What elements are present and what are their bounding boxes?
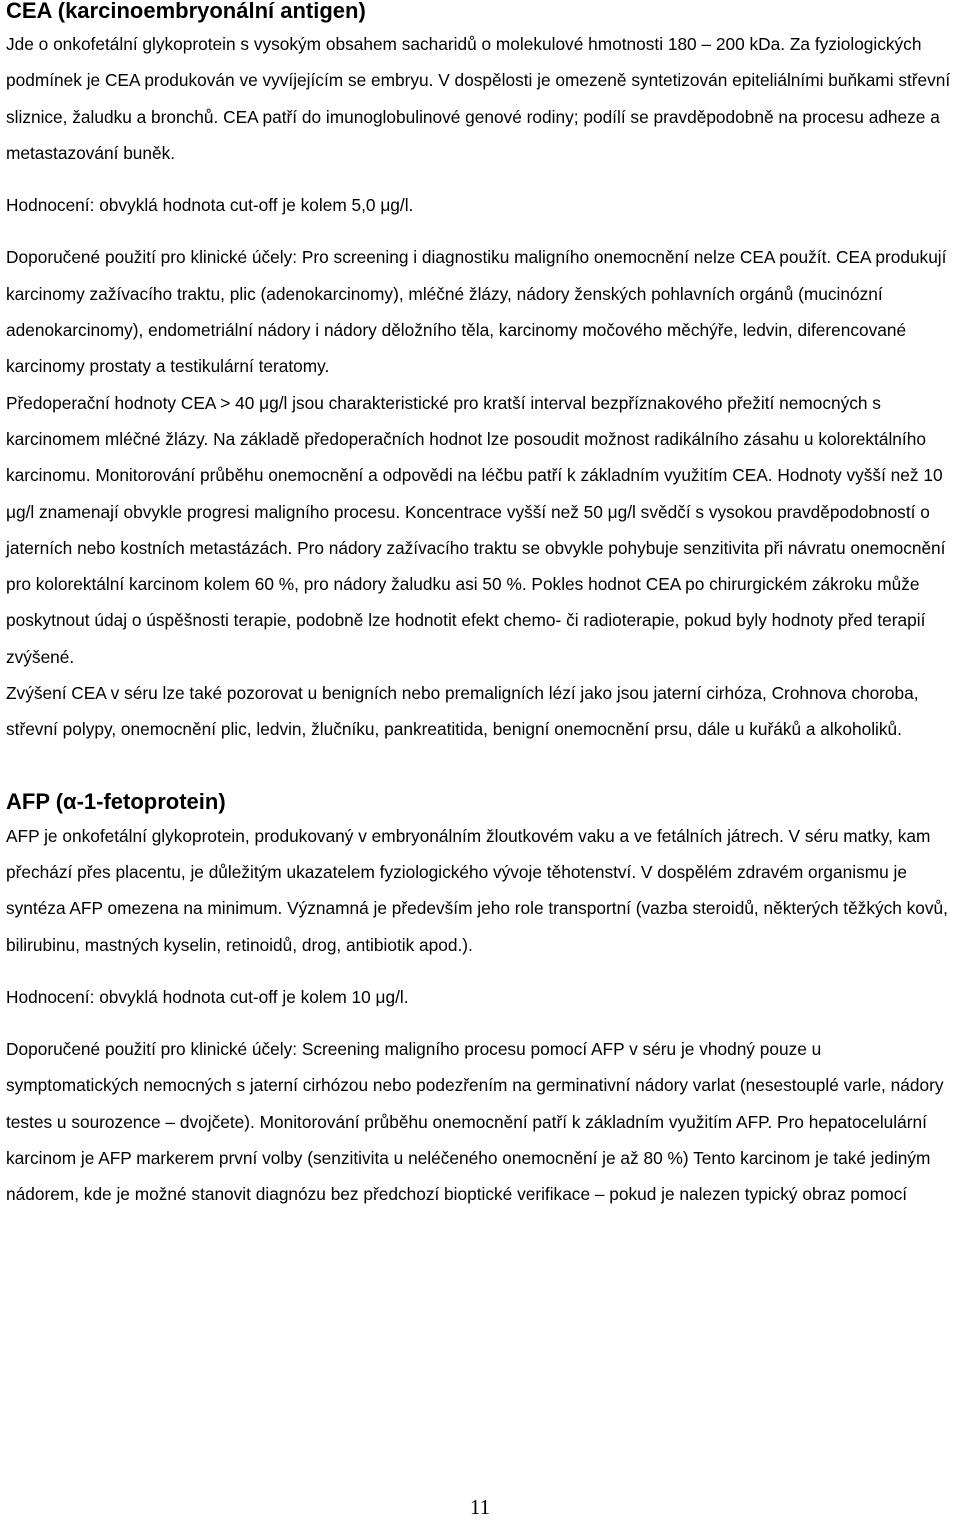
afp-evaluation-paragraph: Hodnocení: obvyklá hodnota cut-off je kolem 10 μg/l. xyxy=(6,986,409,1007)
cea-section xyxy=(6,0,956,748)
cea-intro-paragraph: Jde o onkofetální glykoprotein s vysokým obsahem sacharidů o molekulové hmotnosti 180 – 200 kDa. Za fyziologických podmínek je CEA produkován ve vyvíjejícím se embryu. V dospělosti je omezeně syntetizován epiteliálními buňkami střevní sliznice, žaludku a bronchů. CEA patří do imunoglobulinové genové rodiny; podílí se pravděpodobně na procesu adheze a metastazování buněk. xyxy=(6,34,951,163)
page-number: 11 xyxy=(469,1495,491,1519)
afp-recommended-use-paragraph: Doporučené použití pro klinické účely: Screening maligního procesu pomocí AFP v séru je vhodný pouze u symptomatických nemocných s jaterní cirhózou nebo podezřením na germinativní nádory varlat (nesestouplé varle, nádory testes u sourozence – dvojčete). Monitorování průběhu onemocnění patří k základním využitím AFP. Pro hepatocelulární karcinom je AFP markerem první volby (senzitivita u neléčeného onemocnění je až 80 %) Tento karcinom je také jediným nádorem, kde je možné stanovit diagnózu bez předchozí bioptické verifikace – pokud je nalezen typický obraz pomocí xyxy=(6,1039,944,1205)
afp-intro-paragraph: AFP je onkofetální glykoprotein, produkovaný v embryonálním žloutkovém vaku a ve fetálních játrech. V séru matky, kam přechází přes placentu, je důležitým ukazatelem fyziologického vývoje těhotenství. V dospělém zdravém organismu je syntéza AFP omezena na minimum. Významná je především jeho role transportní (vazba steroidů, některých těžkých kovů, bilirubinu, mastných kyselin, retinoidů, drog, antibiotik apod.). xyxy=(6,825,948,955)
cea-preoperative-paragraph: Předoperační hodnoty CEA > 40 μg/l jsou charakteristické pro kratší interval bezpříznakového přežití nemocných s karcinomem mléčné žlázy. Na základě předoperačních hodnot lze posoudit možnost radikálního zásahu u kolorektálního karcinomu. Monitorování průběhu onemocnění a odpovědi na léčbu patří k základním využitím CEA. Hodnoty vyšší než 10 μg/l znamenají obvykle progresi maligního procesu. Koncentrace vyšší než 50 μg/l svědčí s vysokou pravděpodobností o jaterních nebo kostních metastázách. Pro nádory zažívacího traktu se obvykle pohybuje senzitivita při návratu onemocnění pro kolorektální karcinom kolem 60 %, pro nádory žaludku asi 50 %. Pokles hodnot CEA po chirurgickém zákroku může poskytnout údaj o úspěšnosti terapie, podobně lze hodnotit efekt chemo- či radioterapie, pokud byly hodnoty před terapií zvýšené. xyxy=(6,392,946,667)
cea-evaluation-paragraph: Hodnocení: obvyklá hodnota cut-off je kolem 5,0 μg/l. xyxy=(6,195,414,216)
cea-recommended-use-paragraph: Doporučené použití pro klinické účely: Pro screening i diagnostiku maligního onemocnění nelze CEA použít. CEA produkují karcinomy zažívacího traktu, plic (adenokarcinomy), mléčné žlázy, nádory ženských pohlavních orgánů (mucinózní adenokarcinomy), endometriální nádory i nádory děložního těla, karcinomy močového měchýře, ledvin, diferencované karcinomy prostaty a testikulární teratomy. xyxy=(6,247,947,377)
cea-heading: CEA (karcinoembryonální antigen) xyxy=(6,0,366,23)
afp-section xyxy=(6,784,956,1213)
page-content xyxy=(6,0,956,1213)
afp-heading: AFP (α-1-fetoprotein) xyxy=(6,788,226,814)
cea-benign-paragraph: Zvýšení CEA v séru lze také pozorovat u benigních nebo premaligních lézí jako jsou jaterní cirhóza, Crohnova choroba, střevní polypy, onemocnění plic, ledvin, žlučníku, pankreatitida, benigní onemocnění prsu, dále u kuřáků a alkoholiků. xyxy=(6,683,919,740)
